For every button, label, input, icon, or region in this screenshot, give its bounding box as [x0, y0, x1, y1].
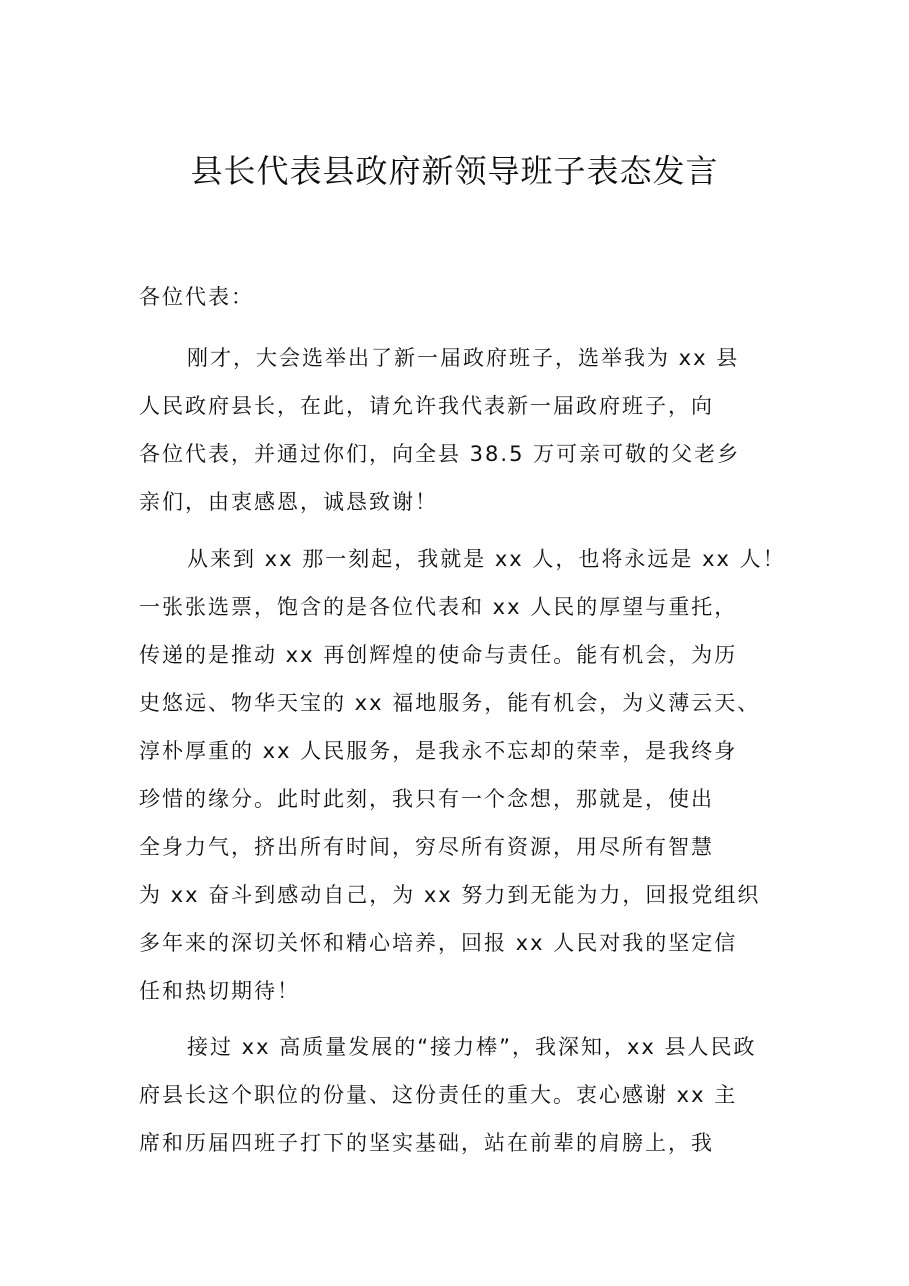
- paragraph-line: 刚才，大会选举出了新一届政府班子，选举我为 xx 县: [187, 346, 740, 370]
- paragraph-line: 淳朴厚重的 xx 人民服务，是我永不忘却的荣幸，是我终身: [139, 739, 738, 763]
- paragraph-3: [139, 1023, 789, 1167]
- paragraph-line: 从来到 xx 那一刻起，我就是 xx 人，也将永远是 xx 人！: [187, 547, 786, 571]
- paragraph-line: 为 xx 奋斗到感动自己，为 xx 努力到无能为力，回报党组织: [139, 883, 761, 907]
- paragraph-line: 任和热切期待！: [139, 979, 300, 1003]
- paragraph-line: 一张张选票，饱含的是各位代表和 xx 人民的厚望与重托，: [139, 595, 738, 619]
- paragraph-line: 府县长这个职位的份量、这份责任的重大。衷心感谢 xx 主: [139, 1083, 738, 1107]
- paragraph-line: 多年来的深切关怀和精心培养，回报 xx 人民对我的坚定信: [139, 931, 738, 955]
- document-title: 县长代表县政府新领导班子表态发言: [190, 152, 719, 190]
- paragraph-line: 人民政府县长，在此，请允许我代表新一届政府班子，向: [139, 394, 714, 418]
- paragraph-line: 史悠远、物华天宝的 xx 福地服务，能有机会，为义薄云天、: [139, 691, 761, 715]
- paragraph-line: 全身力气，挤出所有时间，穷尽所有资源，用尽所有智慧: [139, 835, 714, 859]
- paragraph-line: 珍惜的缘分。此时此刻，我只有一个念想，那就是，使出: [139, 787, 714, 811]
- paragraph-2: [139, 535, 789, 1015]
- salutation: 各位代表：: [139, 285, 254, 309]
- paragraph-line: 各位代表，并通过你们，向全县 38.5 万可亲可敬的父老乡: [139, 442, 741, 466]
- paragraph-line: 席和历届四班子打下的坚实基础，站在前辈的肩膀上，我: [139, 1131, 714, 1155]
- paragraph-line: 传递的是推动 xx 再创辉煌的使命与责任。能有机会，为历: [139, 643, 738, 667]
- paragraph-1: [139, 334, 789, 526]
- paragraph-line: 接过 xx 高质量发展的“接力棒”，我深知，xx 县人民政: [187, 1035, 757, 1059]
- paragraph-line: 亲们，由衷感恩，诚恳致谢！: [139, 490, 438, 514]
